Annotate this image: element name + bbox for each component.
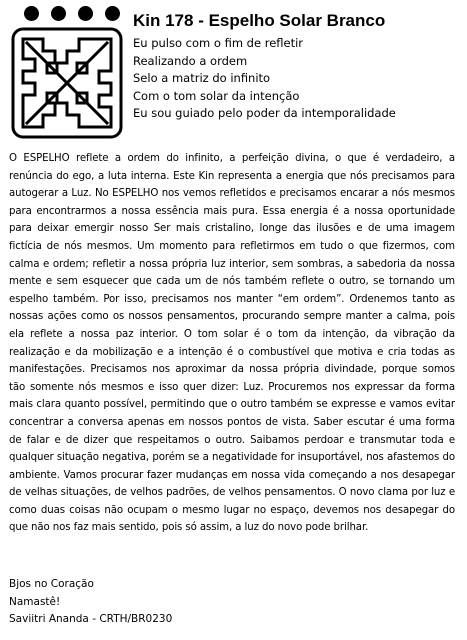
closing-text: Namastê! <box>9 595 61 608</box>
white-mirror-glyph-icon <box>11 27 123 139</box>
signature-block <box>9 576 172 629</box>
affirmation-line: Selo a matriz do infinito <box>133 71 271 85</box>
tone-dots <box>24 6 124 22</box>
greeting-text: Bjos no Coração <box>9 578 94 590</box>
affirmation-list <box>133 35 396 123</box>
page-title: Kin 178 - Espelho Solar Branco <box>133 11 386 30</box>
dot-icon <box>51 6 66 21</box>
body-paragraph: O ESPELHO reflete a ordem do infinito, a perfeição divina, o que é verdadeiro, a renúncia do ego, a luta interna. Este Kin representa a energia que nós precisamos para autogerar a Luz. No ESPELHO nos vemos refletidos e precisamos encarar a nós mesmos para encontrarmos a nossa essência mais pura. Essa energia é a nossa oportunidade para deixar emergir nosso Ser mais cristalino, longe das ilusões e de uma imagem fictícia de nós mesmos. Um momento para refletirmos em tudo o que fizermos, com calma e ordem; refletir a nossa própria luz interior, sem sombras, a sabedoria da nossa mente e sem esquecer que cada um de nós também reflete o outro, se tornando um espelho também. Por isso, precisamos nos manter “em ordem”. Ordenemos tanto as nossas ações como os nossos pensamentos, procurando sempre manter a calma, pois ela reflete a nossa paz interior. O tom solar é o tom da intenção, da vibração da realização e da mobilização e a intenção é o combustível que motiva e cria todas as manifestações. Precisamos nos aproximar da nossa própria divindade, porque somos tão somente nós mesmos e isso quer dizer: Luz. Procuremos nos expressar da forma mais clara quanto possível, permitindo que o outro também se expresse e vamos evitar concentrar a conversa apenas em nossos pontos de vista. Saber escutar é uma forma de falar e de dizer que respeitamos o outro. Saibamos perdoar e transmutar toda e qualquer situação negativa, porém se a negatividade for insuportável, nos afastemos do ambiente. Vamos procurar fazer mudanças em nossa vida começando a nos desapegar de velhas situações, de velhos padrões, de velhos pensamentos. O novo clama por luz e como duas coisas não ocupam o mesmo lugar no espaço, devemos nos desapegar do que não nos faz mais sentido, pois só assim, a luz do novo pode brilhar. <box>9 153 455 534</box>
dot-icon <box>105 6 120 21</box>
affirmation-line: Eu sou guiado pelo poder da intemporalidade <box>133 106 396 120</box>
affirmation-line: Eu pulso com o fim de refletir <box>133 36 304 50</box>
author-text: Saviitri Ananda - CRTH/BR0230 <box>9 613 173 626</box>
affirmation-line: Realizando a ordem <box>133 53 248 68</box>
dot-icon <box>24 6 39 21</box>
dot-icon <box>78 6 93 21</box>
affirmation-line: Com o tom solar da intenção <box>133 88 300 103</box>
